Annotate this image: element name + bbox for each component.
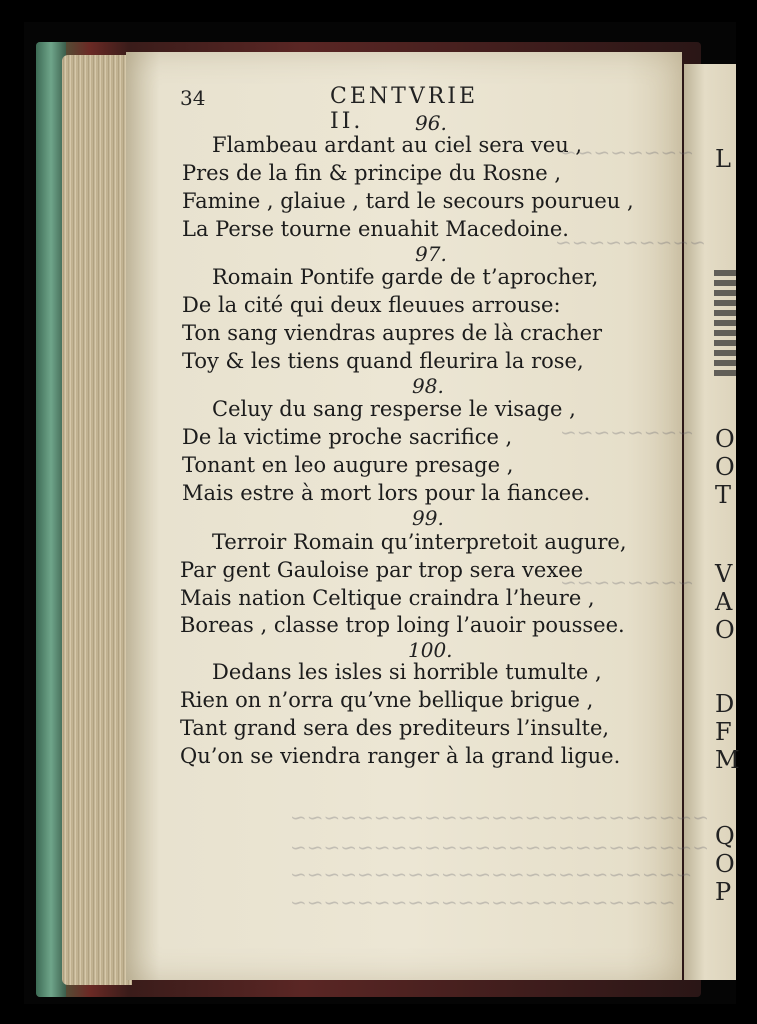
facing-letter: O	[715, 616, 735, 644]
facing-letter: Q	[715, 822, 735, 850]
verse-line: Tant grand sera des prediteurs l’insulte,	[180, 716, 610, 740]
verse-line: Par gent Gauloise par trop sera vexee	[180, 558, 584, 582]
verse-line: Mais nation Celtique craindra l’heure ,	[180, 586, 595, 610]
quatrain-number: 99.	[412, 506, 444, 530]
ghost-text: ~~~~~~~~	[560, 570, 695, 594]
facing-letter: O	[715, 850, 735, 878]
verse-line: Famine , glaiue , tard le secours pourueu ,	[182, 189, 634, 213]
verse-line: Rien on n’orra qu’vne bellique brigue ,	[180, 688, 594, 712]
ghost-text: ~~~~~~~~~~~~~~~~~~~~~~~~~	[290, 805, 709, 829]
facing-letter: V	[715, 560, 733, 588]
verse-line: Romain Pontife garde de t’aprocher,	[212, 265, 599, 289]
facing-letter: M	[715, 746, 740, 774]
verse-line: Flambeau ardant au ciel sera veu ,	[212, 133, 583, 157]
facing-letter: T	[715, 481, 732, 509]
verse-line: Pres de la fin & principe du Rosne ,	[182, 161, 562, 185]
verse-line: Qu’on se viendra ranger à la grand ligue.	[180, 744, 621, 768]
facing-letter: A	[715, 588, 733, 616]
quatrain-number: 100.	[408, 638, 453, 662]
page-stack	[62, 55, 132, 985]
facing-letter: D	[715, 690, 735, 718]
facing-letter: O	[715, 425, 735, 453]
quatrain-number: 96.	[415, 111, 447, 135]
verse-line: De la cité qui deux fleuues arrouse:	[182, 293, 561, 317]
ghost-text: ~~~~~~~~~~~~~~~~~~~~~~~~~	[290, 835, 709, 859]
facing-letter: F	[715, 718, 732, 746]
verse-line: Mais estre à mort lors pour la fiancee.	[182, 481, 591, 505]
ghost-text: ~~~~~~~~~~~~~~~~~~~~~~~~	[290, 862, 693, 886]
quatrain-number: 98.	[412, 374, 444, 398]
ghost-text: ~~~~~~~~	[560, 420, 695, 444]
verse-line: Boreas , classe trop loing l’auoir poussee.	[180, 613, 625, 637]
verse-line: Celuy du sang resperse le visage ,	[212, 397, 576, 421]
verse-line: De la victime proche sacrifice ,	[182, 425, 513, 449]
facing-letter: O	[715, 453, 735, 481]
verse-line: Toy & les tiens quand fleurira la rose,	[182, 349, 584, 373]
verse-line: Ton sang viendras aupres de là cracher	[182, 321, 603, 345]
ghost-text: ~~~~~~~~~~~~~~~~~~~~~~~	[290, 890, 676, 914]
page-number: 34	[180, 86, 206, 110]
facing-letter: L	[715, 145, 731, 173]
quatrain-number: 97.	[415, 242, 447, 266]
facing-letter: P	[715, 878, 732, 906]
verse-line: Dedans les isles si horrible tumulte ,	[212, 660, 602, 684]
verse-line: La Perse tourne enuahit Macedoine.	[182, 217, 569, 241]
verse-line: Tonant en leo augure presage ,	[182, 453, 514, 477]
ornament-icon	[714, 270, 736, 380]
ghost-text: ~~~~~~~~~	[555, 230, 706, 254]
verse-line: Terroir Romain qu’interpretoit augure,	[212, 530, 627, 554]
running-head: CENTVRIE II.	[330, 84, 479, 134]
ghost-text: ~~~~~~~~	[560, 140, 695, 164]
